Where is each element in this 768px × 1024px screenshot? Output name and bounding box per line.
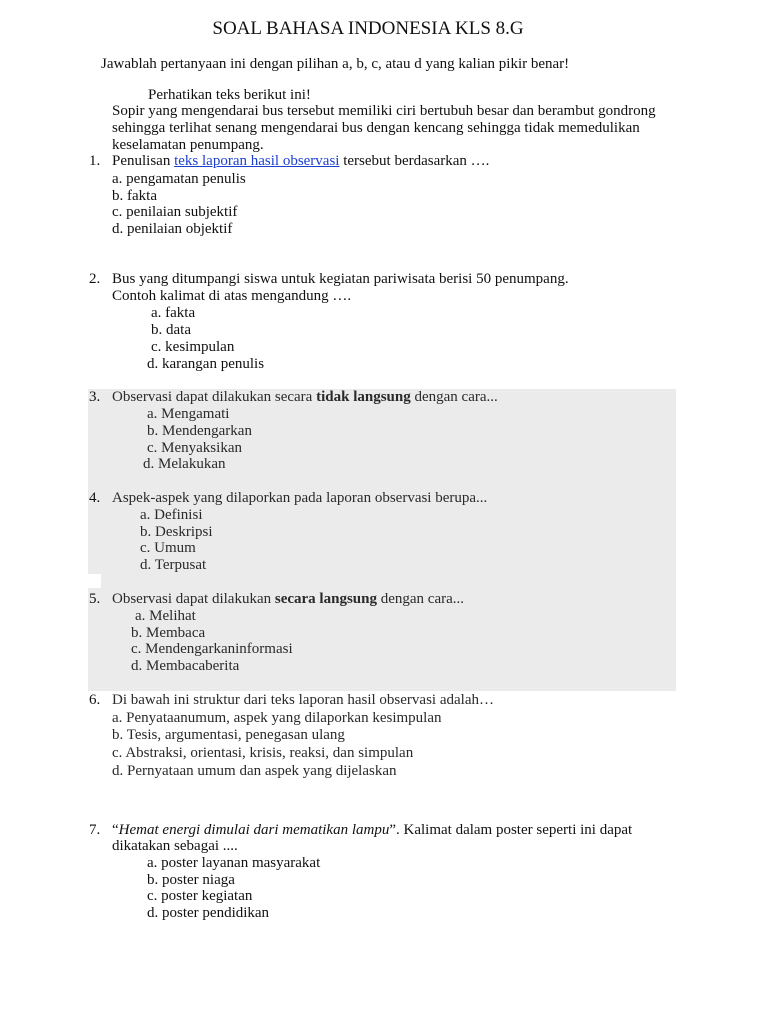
- question-number: 7.: [89, 822, 101, 838]
- question-5-emphasis: secara langsung: [274, 591, 377, 607]
- option: a. Definisi: [140, 507, 203, 523]
- option: b. fakta: [112, 188, 157, 204]
- page-title: SOAL BAHASA INDONESIA KLS 8.G: [212, 18, 524, 39]
- question-2-line1: Bus yang ditumpangi siswa untuk kegiatan pariwisata berisi 50 penumpang.: [112, 271, 569, 287]
- question-3-text: [112, 389, 498, 406]
- observation-report-link[interactable]: teks laporan hasil observasi: [174, 153, 340, 169]
- question-3-post: dengan cara...: [410, 389, 498, 405]
- instruction: Jawablah pertanyaan ini dengan pilihan a, b, c, atau d yang kalian pikir benar!: [101, 56, 570, 72]
- option: d. Melakukan: [143, 456, 226, 472]
- question-1-text: [112, 153, 489, 170]
- option: c. Mendengarkaninformasi: [131, 641, 293, 657]
- option: a. fakta: [151, 305, 196, 321]
- question-5-pre: Observasi dapat dilakukan: [112, 591, 275, 607]
- option: a. pengamatan penulis: [112, 171, 246, 187]
- question-number: 3.: [89, 389, 101, 405]
- question-1-post: tersebut berdasarkan ….: [339, 153, 490, 169]
- option: a. poster layanan masyarakat: [147, 855, 321, 871]
- option: d. poster pendidikan: [147, 905, 270, 921]
- question-5-post: dengan cara...: [376, 591, 465, 607]
- option: a. Penyataanumum, aspek yang dilaporkan kesimpulan: [112, 710, 442, 726]
- option: b. poster niaga: [147, 872, 235, 888]
- option: c. kesimpulan: [151, 339, 235, 355]
- question-7-line2: dikatakan sebagai ....: [112, 838, 238, 854]
- passage-line: sehingga terlihat senang mengendarai bus dengan kencang sehingga tidak memedulikan: [112, 120, 640, 136]
- question-number: 5.: [89, 591, 101, 607]
- option: b. Deskripsi: [140, 524, 213, 540]
- question-3-pre: Observasi dapat dilakukan secara: [112, 389, 317, 405]
- question-number: 6.: [89, 692, 101, 708]
- question-7-line1: [112, 822, 632, 839]
- option: b. Membaca: [131, 625, 206, 641]
- option: d. Terpusat: [140, 557, 207, 573]
- question-5-text: [112, 591, 464, 608]
- option: b. Mendengarkan: [147, 423, 252, 439]
- question-4-text: Aspek-aspek yang dilaporkan pada laporan observasi berupa...: [112, 490, 488, 506]
- quote-open: “: [112, 822, 119, 838]
- option: d. Pernyataan umum dan aspek yang dijelaskan: [112, 763, 397, 779]
- question-1-pre: Penulisan: [112, 153, 175, 169]
- option: b. data: [151, 322, 191, 338]
- option: d. Membacaberita: [131, 658, 240, 674]
- question-6-text: Di bawah ini struktur dari teks laporan hasil observasi adalah…: [112, 692, 494, 708]
- passage-line: keselamatan penumpang.: [112, 137, 264, 153]
- option: a. Melihat: [135, 608, 196, 624]
- option: b. Tesis, argumentasi, penegasan ulang: [112, 727, 345, 743]
- question-number: 2.: [89, 271, 101, 287]
- passage-line: Sopir yang mengendarai bus tersebut memiliki ciri bertubuh besar dan berambut gondrong: [112, 103, 656, 119]
- question-number: 1.: [89, 153, 101, 169]
- poster-slogan: Hemat energi dimulai dari mematikan lampu: [118, 822, 390, 838]
- option: c. poster kegiatan: [147, 888, 253, 904]
- passage-heading: Perhatikan teks berikut ini!: [148, 87, 311, 103]
- option: c. Umum: [140, 540, 196, 556]
- option: c. Menyaksikan: [147, 440, 242, 456]
- option: d. karangan penulis: [147, 356, 265, 372]
- option: c. Abstraksi, orientasi, krisis, reaksi, dan simpulan: [112, 745, 414, 761]
- question-7-post: ”. Kalimat dalam poster seperti ini dapat: [389, 822, 633, 838]
- question-2-line2: Contoh kalimat di atas mengandung ….: [112, 288, 352, 304]
- option: a. Mengamati: [147, 406, 230, 422]
- question-number: 4.: [89, 490, 101, 506]
- option: d. penilaian objektif: [112, 221, 233, 237]
- option: c. penilaian subjektif: [112, 204, 238, 220]
- question-3-emphasis: tidak langsung: [316, 389, 411, 405]
